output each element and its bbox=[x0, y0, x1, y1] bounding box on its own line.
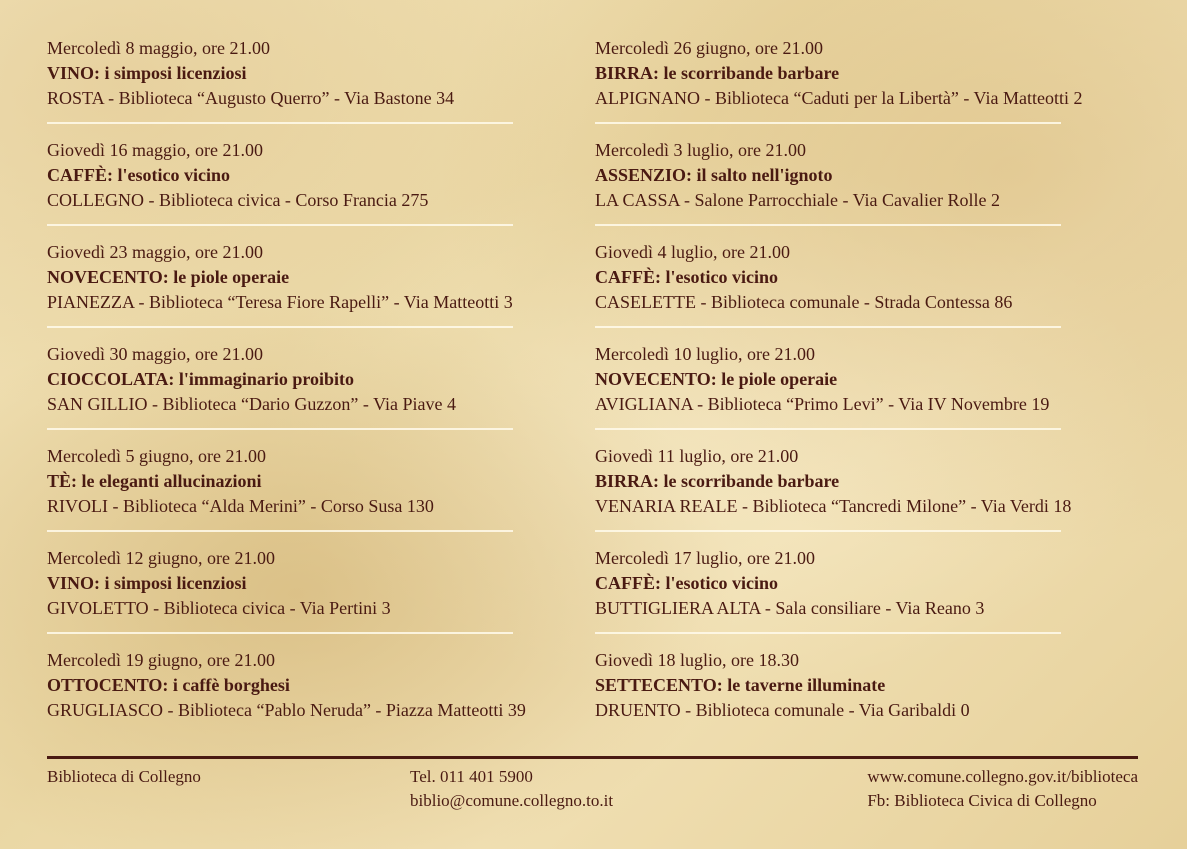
email-link[interactable]: biblio@comune.collegno.to.it bbox=[410, 791, 614, 810]
event-entry bbox=[47, 546, 517, 622]
event-subtitle: il salto nell'ignoto bbox=[692, 165, 833, 185]
event-place: RIVOLI - Biblioteca “Alda Merini” - Corso Susa 130 bbox=[47, 496, 434, 516]
event-topic: CAFFÈ: bbox=[595, 267, 661, 287]
event-topic: TÈ: bbox=[47, 471, 78, 491]
footer-web bbox=[867, 765, 1138, 813]
event-date: Mercoledì 26 giugno, ore 21.00 bbox=[595, 38, 823, 58]
event-topic: OTTOCENTO: bbox=[47, 675, 169, 695]
event-place: CASELETTE - Biblioteca comunale - Strada Contessa 86 bbox=[595, 292, 1013, 312]
event-entry bbox=[595, 444, 1145, 520]
event-topic: VINO: bbox=[47, 573, 100, 593]
event-topic: CAFFÈ: bbox=[47, 165, 113, 185]
event-title bbox=[47, 571, 517, 596]
event-date: Mercoledì 17 luglio, ore 21.00 bbox=[595, 548, 815, 568]
event-place: SAN GILLIO - Biblioteca “Dario Guzzon” - Via Piave 4 bbox=[47, 394, 456, 414]
event-place: ALPIGNANO - Biblioteca “Caduti per la Libertà” - Via Matteotti 2 bbox=[595, 88, 1083, 108]
event-title bbox=[47, 61, 517, 86]
event-subtitle: l'esotico vicino bbox=[661, 267, 778, 287]
event-topic: ASSENZIO: bbox=[595, 165, 693, 185]
event-place: ROSTA - Biblioteca “Augusto Querro” - Via Bastone 34 bbox=[47, 88, 455, 108]
event-entry bbox=[595, 342, 1145, 418]
event-subtitle: le taverne illuminate bbox=[722, 675, 886, 695]
event-entry bbox=[595, 138, 1145, 214]
footer-contacts bbox=[410, 765, 613, 813]
event-entry bbox=[47, 648, 526, 724]
event-title bbox=[595, 469, 1145, 494]
event-entry bbox=[595, 36, 1145, 112]
event-place: AVIGLIANA - Biblioteca “Primo Levi” - Via IV Novembre 19 bbox=[595, 394, 1050, 414]
website-link[interactable]: www.comune.collegno.gov.it/biblioteca bbox=[867, 767, 1138, 786]
event-topic: SETTECENTO: bbox=[595, 675, 723, 695]
event-place: GIVOLETTO - Biblioteca civica - Via Pertini 3 bbox=[47, 598, 391, 618]
facebook-link[interactable]: Fb: Biblioteca Civica di Collegno bbox=[867, 791, 1097, 810]
event-date: Mercoledì 3 luglio, ore 21.00 bbox=[595, 140, 806, 160]
event-entry bbox=[47, 240, 517, 316]
event-topic: BIRRA: bbox=[595, 63, 660, 83]
event-place: DRUENTO - Biblioteca comunale - Via Garibaldi 0 bbox=[595, 700, 970, 720]
event-date: Giovedì 30 maggio, ore 21.00 bbox=[47, 344, 263, 364]
event-entry bbox=[595, 546, 1145, 622]
event-entry bbox=[47, 138, 517, 214]
event-entry bbox=[47, 444, 517, 520]
event-date: Mercoledì 12 giugno, ore 21.00 bbox=[47, 548, 275, 568]
event-topic: CIOCCOLATA: bbox=[47, 369, 175, 389]
event-title bbox=[595, 163, 1145, 188]
event-title bbox=[595, 265, 1145, 290]
event-place: GRUGLIASCO - Biblioteca “Pablo Neruda” - Piazza Matteotti 39 bbox=[47, 700, 526, 720]
footer-library bbox=[47, 765, 201, 789]
event-entry bbox=[47, 342, 517, 418]
event-topic: CAFFÈ: bbox=[595, 573, 661, 593]
event-subtitle: le scorribande barbare bbox=[659, 63, 840, 83]
event-subtitle: l'esotico vicino bbox=[661, 573, 778, 593]
event-date: Giovedì 4 luglio, ore 21.00 bbox=[595, 242, 790, 262]
event-title bbox=[595, 367, 1145, 392]
event-subtitle: l'esotico vicino bbox=[113, 165, 230, 185]
event-place: VENARIA REALE - Biblioteca “Tancredi Milone” - Via Verdi 18 bbox=[595, 496, 1072, 516]
event-subtitle: le eleganti allucinazioni bbox=[77, 471, 262, 491]
event-subtitle: i simposi licenziosi bbox=[100, 573, 247, 593]
event-subtitle: le piole operaie bbox=[716, 369, 838, 389]
event-subtitle: i simposi licenziosi bbox=[100, 63, 247, 83]
event-date: Mercoledì 10 luglio, ore 21.00 bbox=[595, 344, 815, 364]
event-entry bbox=[47, 36, 517, 112]
event-entry bbox=[595, 648, 1145, 724]
event-entry bbox=[595, 240, 1145, 316]
event-title bbox=[47, 163, 517, 188]
event-title bbox=[595, 673, 1145, 698]
event-title bbox=[47, 265, 517, 290]
event-title bbox=[47, 367, 517, 392]
event-place: COLLEGNO - Biblioteca civica - Corso Francia 275 bbox=[47, 190, 429, 210]
event-subtitle: le scorribande barbare bbox=[659, 471, 840, 491]
event-date: Mercoledì 5 giugno, ore 21.00 bbox=[47, 446, 266, 466]
events-column-left bbox=[47, 36, 526, 750]
phone-number: Tel. 011 401 5900 bbox=[410, 767, 533, 786]
event-subtitle: le piole operaie bbox=[168, 267, 290, 287]
event-date: Giovedì 11 luglio, ore 21.00 bbox=[595, 446, 799, 466]
event-place: BUTTIGLIERA ALTA - Sala consiliare - Via Reano 3 bbox=[595, 598, 985, 618]
event-title bbox=[47, 469, 517, 494]
event-topic: NOVECENTO: bbox=[595, 369, 717, 389]
event-title bbox=[595, 571, 1145, 596]
events-column-right bbox=[595, 36, 1145, 750]
event-title bbox=[595, 61, 1145, 86]
event-subtitle: l'immaginario proibito bbox=[174, 369, 355, 389]
event-topic: BIRRA: bbox=[595, 471, 660, 491]
event-place: LA CASSA - Salone Parrocchiale - Via Cavalier Rolle 2 bbox=[595, 190, 1001, 210]
event-date: Giovedì 16 maggio, ore 21.00 bbox=[47, 140, 263, 160]
event-date: Mercoledì 19 giugno, ore 21.00 bbox=[47, 650, 275, 670]
library-name: Biblioteca di Collegno bbox=[47, 767, 201, 786]
event-date: Giovedì 23 maggio, ore 21.00 bbox=[47, 242, 263, 262]
event-topic: NOVECENTO: bbox=[47, 267, 169, 287]
event-place: PIANEZZA - Biblioteca “Teresa Fiore Rapelli” - Via Matteotti 3 bbox=[47, 292, 513, 312]
event-date: Giovedì 18 luglio, ore 18.30 bbox=[595, 650, 799, 670]
event-topic: VINO: bbox=[47, 63, 100, 83]
event-date: Mercoledì 8 maggio, ore 21.00 bbox=[47, 38, 270, 58]
event-title bbox=[47, 673, 517, 698]
event-subtitle: i caffè borghesi bbox=[168, 675, 290, 695]
footer-divider bbox=[47, 756, 1138, 759]
